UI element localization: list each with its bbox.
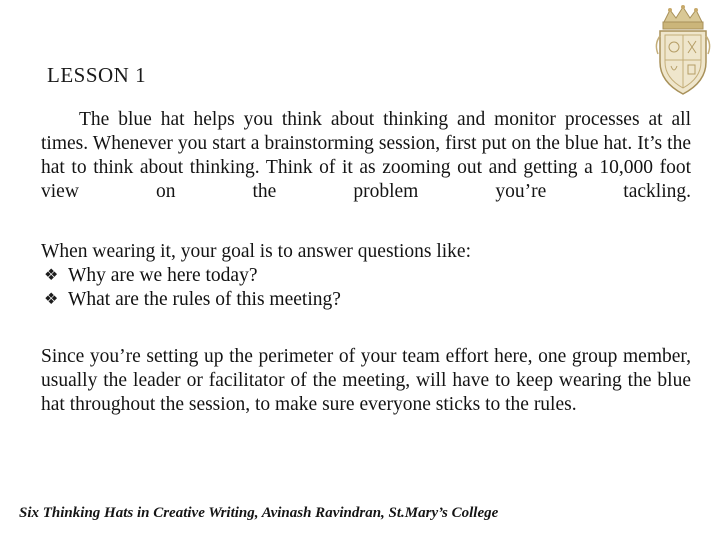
- slide-footer: Six Thinking Hats in Creative Writing, Avinash Ravindran, St.Mary’s College: [19, 505, 499, 521]
- slide-title: LESSON 1: [47, 63, 147, 87]
- diamond-bullet-icon: ❖: [44, 291, 59, 308]
- list-item: [44, 288, 341, 312]
- paragraph-facilitator: Since you’re setting up the perimeter of your team effort here, one group member, usually the leader or facilitator of the meeting, will have to keep wearing the blue hat throughout the session, to make sure everyone sticks to the rules.: [41, 346, 691, 415]
- college-crest-icon: [652, 4, 714, 100]
- question-list: [44, 264, 341, 312]
- diamond-bullet-icon: ❖: [44, 267, 59, 284]
- paragraph-blue-hat: The blue hat helps you think about thinking and monitor processes at all times. Whenever you start a brainstorming session, first put on the blue hat. It’s the hat to think about thinking. Think of it as zooming out and getting a 10,000 foot view on the problem you’re tackling.: [41, 109, 691, 202]
- questions-intro: When wearing it, your goal is to answer questions like:: [41, 241, 471, 262]
- list-item-text: Why are we here today?: [68, 265, 258, 286]
- list-item: [44, 264, 341, 288]
- list-item-text: What are the rules of this meeting?: [68, 289, 341, 310]
